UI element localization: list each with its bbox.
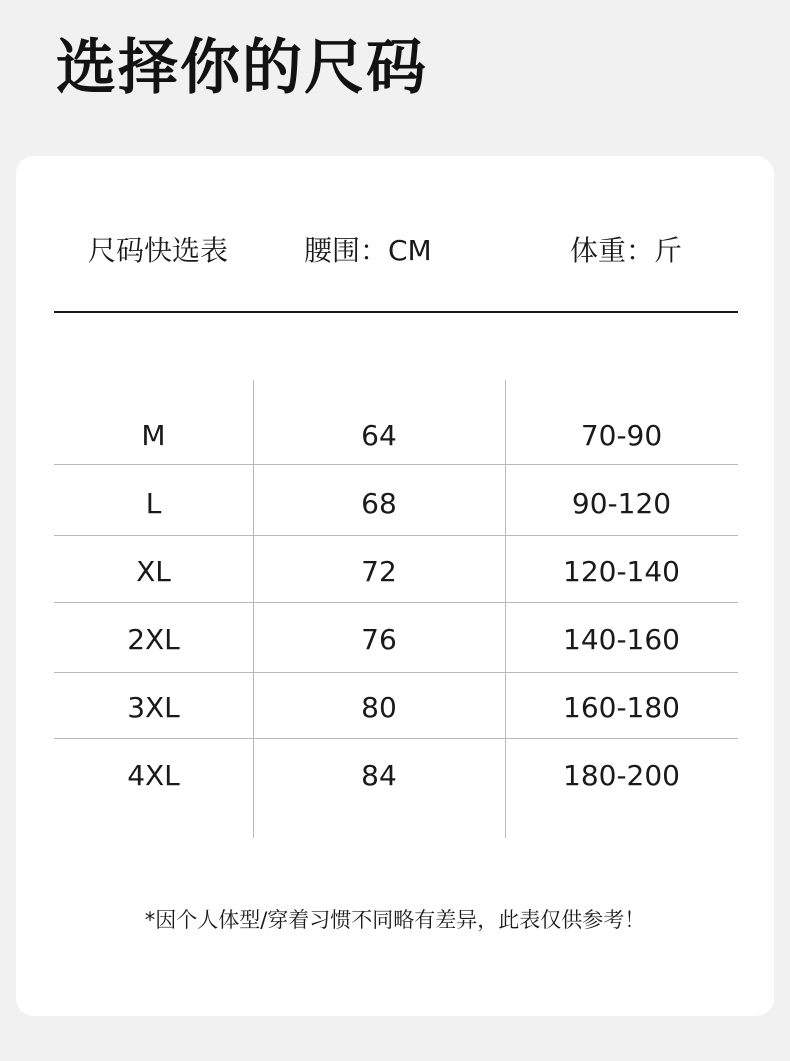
cell-weight: 70-90 (580, 419, 663, 452)
cell-waist: 84 (361, 759, 397, 792)
cell-weight: 160-180 (563, 691, 680, 724)
table-header (16, 226, 774, 276)
cell-weight: 140-160 (563, 623, 680, 656)
cell-size: M (141, 419, 166, 452)
cell-size: 3XL (127, 691, 180, 724)
cell-size: 2XL (127, 623, 180, 656)
row-divider (54, 535, 738, 536)
cell-waist: 76 (361, 623, 397, 656)
cell-size: 4XL (127, 759, 180, 792)
row-divider (54, 602, 738, 603)
size-chart-card (16, 156, 774, 1016)
row-divider (54, 738, 738, 739)
row-divider (54, 464, 738, 465)
header-size: 尺码快选表 (88, 234, 229, 267)
cell-waist: 68 (361, 487, 397, 520)
cell-waist: 72 (361, 555, 397, 588)
row-divider (54, 672, 738, 673)
size-table (54, 380, 738, 838)
page-title: 选择你的尺码 (56, 33, 428, 103)
header-weight: 体重：斤 (570, 234, 683, 267)
cell-weight: 90-120 (571, 487, 672, 520)
cell-weight: 180-200 (563, 759, 680, 792)
cell-size: L (145, 487, 162, 520)
cell-weight: 120-140 (563, 555, 680, 588)
cell-waist: 64 (361, 419, 397, 452)
header-divider (54, 311, 738, 313)
cell-waist: 80 (361, 691, 397, 724)
header-waist: 腰围：CM (304, 234, 432, 267)
cell-size: XL (136, 555, 171, 588)
footnote: *因个人体型/穿着习惯不同略有差异，此表仅供参考！ (144, 908, 646, 932)
